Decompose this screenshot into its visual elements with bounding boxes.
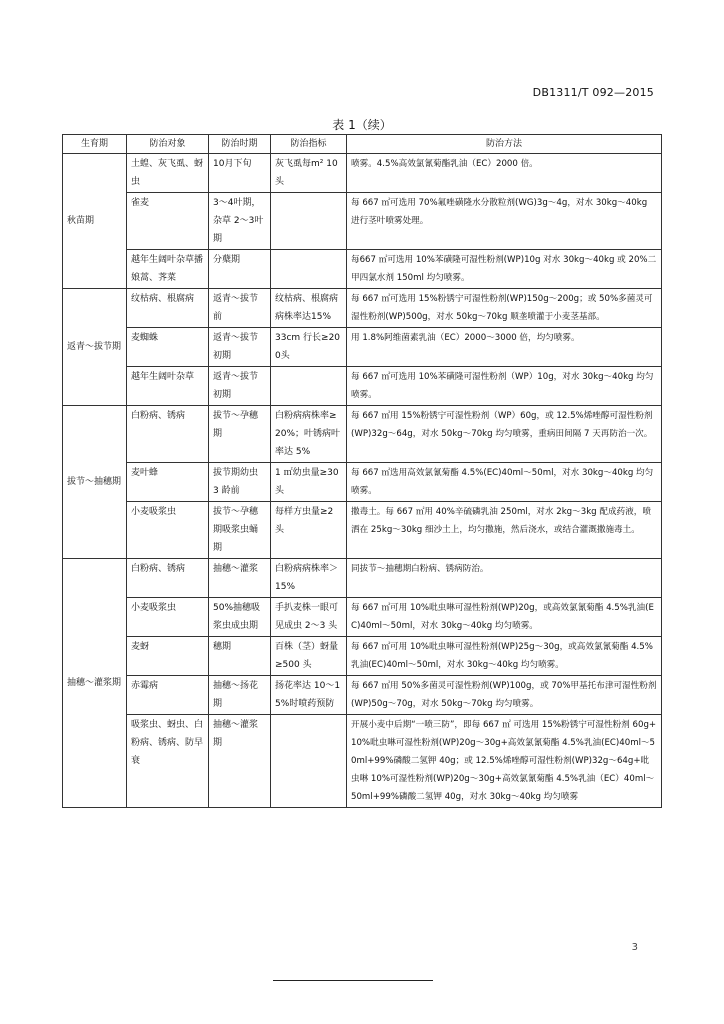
table-row (63, 502, 662, 559)
stage-cell: 拔节～抽穗期 (63, 406, 127, 559)
target-cell: 越年生阔叶杂草 (127, 367, 209, 406)
target-cell: 小麦吸浆虫 (127, 598, 209, 637)
index-cell: 白粉病病株率＞15% (271, 559, 347, 598)
index-cell (271, 367, 347, 406)
header-index: 防治指标 (271, 135, 347, 154)
control-measures-table (62, 134, 662, 808)
target-cell: 麦蜘蛛 (127, 328, 209, 367)
header-method: 防治方法 (347, 135, 662, 154)
table-row (63, 289, 662, 328)
index-cell: 1 ㎡幼虫量≥30 头 (271, 463, 347, 502)
target-cell: 白粉病、锈病 (127, 406, 209, 463)
period-cell: 返青～拔节初期 (209, 367, 271, 406)
table-row (63, 715, 662, 808)
period-cell: 抽穗～灌浆 (209, 559, 271, 598)
index-cell (271, 193, 347, 250)
index-cell: 灰飞虱每m² 10头 (271, 154, 347, 193)
index-cell: 33cm 行长≥200头 (271, 328, 347, 367)
table-header-row (63, 135, 662, 154)
target-cell: 麦叶蜂 (127, 463, 209, 502)
target-cell: 越年生阔叶杂草播娘蒿、荠菜 (127, 250, 209, 289)
method-cell: 每 667 ㎡可选用 15%粉锈宁可湿性粉剂(WP)150g～200g；或 50%多菌灵可湿性粉剂(WP)500g，对水 50kg～70kg 顺垄喷灌于小麦茎基部。 (347, 289, 662, 328)
method-cell: 每 667 ㎡可选用 70%氟唑磺隆水分散粒剂(WG)3g～4g，对水 30kg～40kg 进行茎叶喷雾处理。 (347, 193, 662, 250)
index-cell: 百株（茎）蚜量≥500 头 (271, 637, 347, 676)
table-row (63, 250, 662, 289)
method-cell: 每 667 ㎡选用高效氯氰菊酯 4.5%(EC)40ml～50ml，对水 30kg～40kg 均匀喷雾。 (347, 463, 662, 502)
method-cell: 撒毒土。每 667 ㎡用 40%辛硫磷乳油 250ml，对水 2kg～3kg 配成药液，喷洒在 25kg～30kg 细沙土上，均匀撒施，然后浇水，或结合灌溉撒施毒土。 (347, 502, 662, 559)
method-cell: 每667 ㎡可选用 10%苯磺隆可湿性粉剂(WP)10g 对水 30kg～40kg 或 20%二甲四氯水剂 150ml 均匀喷雾。 (347, 250, 662, 289)
table-caption: 表 1（续） (332, 118, 392, 132)
target-cell: 雀麦 (127, 193, 209, 250)
index-cell (271, 250, 347, 289)
period-cell: 拔节～孕穗期吸浆虫蛹期 (209, 502, 271, 559)
index-cell (271, 715, 347, 808)
method-cell: 同拔节～抽穗期白粉病、锈病防治。 (347, 559, 662, 598)
page-number: 3 (631, 942, 638, 953)
target-cell: 纹枯病、根腐病 (127, 289, 209, 328)
table-row (63, 598, 662, 637)
table-row (63, 559, 662, 598)
method-cell: 开展小麦中后期“一喷三防”，即每 667 ㎡ 可选用 15%粉锈宁可湿性粉剂 60g+10%吡虫啉可湿性粉剂(WP)20g～30g+高效氯氰菊酯 4.5%乳油(EC)40ml～50ml+99%磷酸二氢钾 40g；或 12.5%烯唑醇可湿性粉剂(WP)32g～64g+吡虫啉 10%可湿性粉剂(WP)20g～30g+高效氯氰菊酯 4.5%乳油（EC）40ml～50ml+99%磷酸二氢钾 40g，对水 30kg～40kg 均匀喷雾 (347, 715, 662, 808)
header-stage: 生育期 (63, 135, 127, 154)
table-row (63, 637, 662, 676)
method-cell: 用 1.8%阿维菌素乳油（EC）2000～3000 倍，均匀喷雾。 (347, 328, 662, 367)
index-cell: 纹枯病、根腐病病株率达15% (271, 289, 347, 328)
period-cell: 分蘖期 (209, 250, 271, 289)
method-cell: 喷雾。4.5%高效氯氰菊酯乳油（EC）2000 倍。 (347, 154, 662, 193)
table-row (63, 676, 662, 715)
table-row (63, 193, 662, 250)
period-cell: 抽穗～灌浆期 (209, 715, 271, 808)
period-cell: 50%抽穗吸浆虫成虫期 (209, 598, 271, 637)
target-cell: 白粉病、锈病 (127, 559, 209, 598)
stage-cell: 秋苗期 (63, 154, 127, 289)
period-cell: 抽穗～扬花期 (209, 676, 271, 715)
table-row (63, 328, 662, 367)
index-cell: 白粉病病株率≥20%；叶锈病叶率达 5% (271, 406, 347, 463)
method-cell: 每 667 ㎡可选用 10%苯磺隆可湿性粉剂（WP）10g，对水 30kg～40kg 均匀喷雾。 (347, 367, 662, 406)
stage-cell: 返青～拔节期 (63, 289, 127, 406)
table-row (63, 406, 662, 463)
period-cell: 3～4叶期，杂草 2～3叶期 (209, 193, 271, 250)
target-cell: 麦蚜 (127, 637, 209, 676)
method-cell: 每 667 ㎡用 50%多菌灵可湿性粉剂(WP)100g，或 70%甲基托布津可湿性粉剂(WP)50g～70g，对水 50kg～70kg 均匀喷雾。 (347, 676, 662, 715)
target-cell: 吸浆虫、蚜虫、白粉病、锈病、防早衰 (127, 715, 209, 808)
index-cell: 每样方虫量≥2 头 (271, 502, 347, 559)
period-cell: 拔节期幼虫 3 龄前 (209, 463, 271, 502)
period-cell: 拔节～孕穗期 (209, 406, 271, 463)
target-cell: 小麦吸浆虫 (127, 502, 209, 559)
table-row (63, 367, 662, 406)
footer-rule (273, 980, 433, 981)
method-cell: 每 667 ㎡用 15%粉锈宁可湿性粉剂（WP）60g，或 12.5%烯唑醇可湿性粉剂(WP)32g～64g，对水 50kg～70kg 均匀喷雾，重病田间隔 7 天再防治一次。 (347, 406, 662, 463)
target-cell: 土蝗、灰飞虱、蚜虫 (127, 154, 209, 193)
header-period: 防治时期 (209, 135, 271, 154)
index-cell: 扬花率达 10～15%时喷药预防 (271, 676, 347, 715)
header-target: 防治对象 (127, 135, 209, 154)
document-code: DB1311/T 092—2015 (532, 86, 654, 99)
method-cell: 每 667 ㎡可用 10%吡虫啉可湿性粉剂(WP)25g～30g，或高效氯氰菊酯 4.5%乳油(EC)40ml～50ml，对水 30kg～40kg 均匀喷雾。 (347, 637, 662, 676)
target-cell: 赤霉病 (127, 676, 209, 715)
table-row (63, 463, 662, 502)
period-cell: 10月下旬 (209, 154, 271, 193)
period-cell: 返青～拔节初期 (209, 328, 271, 367)
period-cell: 返青～拔节前 (209, 289, 271, 328)
index-cell: 手扒麦株一眼可见成虫 2～3 头 (271, 598, 347, 637)
method-cell: 每 667 ㎡可用 10%吡虫啉可湿性粉剂(WP)20g，或高效氯氰菊酯 4.5%乳油(EC)40ml～50ml，对水 30kg～40kg 均匀喷雾。 (347, 598, 662, 637)
period-cell: 穗期 (209, 637, 271, 676)
table-row (63, 154, 662, 193)
stage-cell: 抽穗～灌浆期 (63, 559, 127, 808)
